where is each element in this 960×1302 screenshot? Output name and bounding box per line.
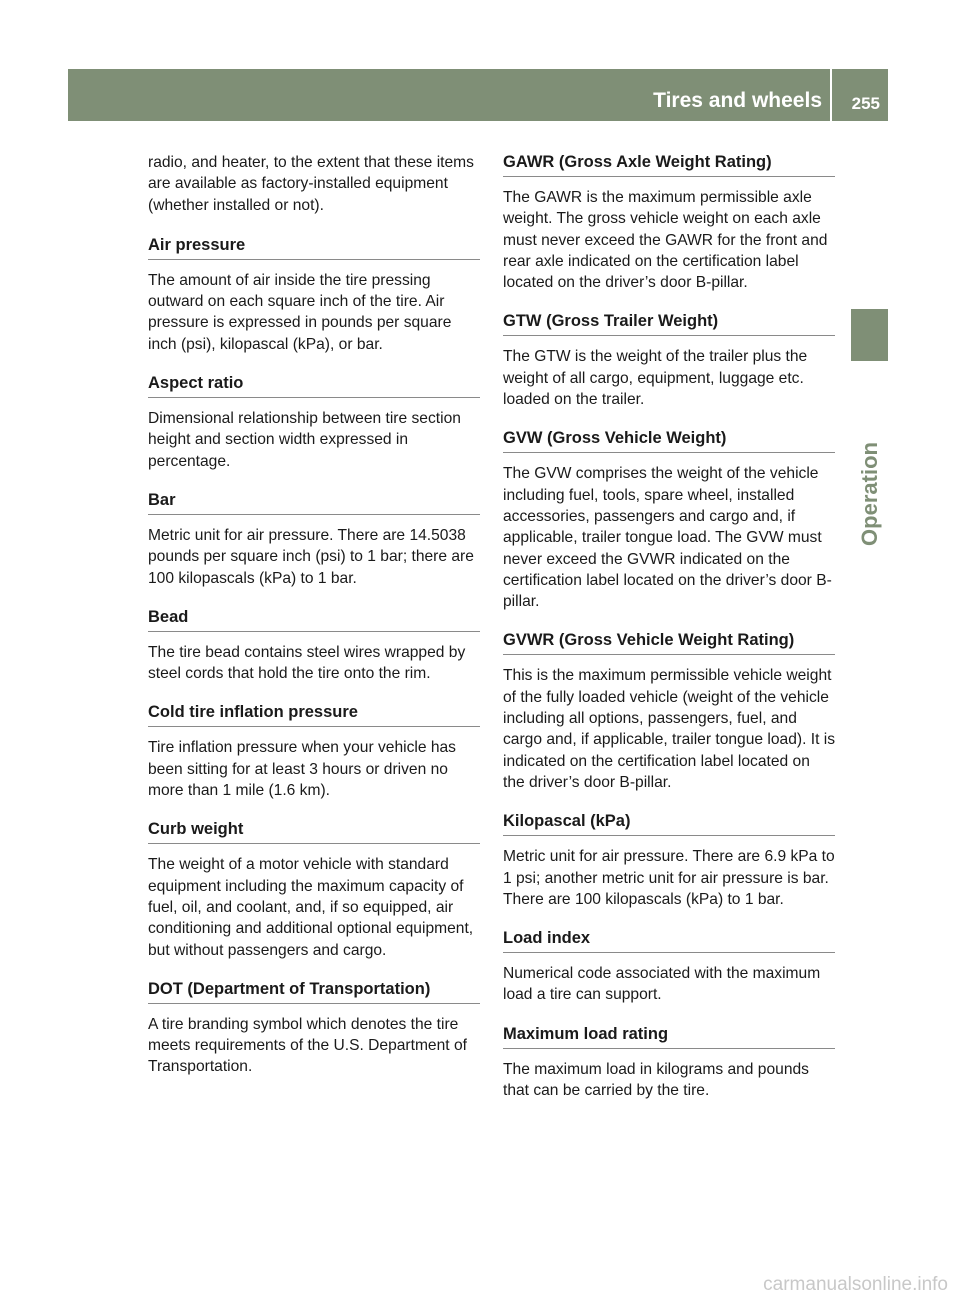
term-load-index xyxy=(503,928,835,1006)
term-maximum-load-rating xyxy=(503,1024,835,1102)
intro-paragraph: radio, and heater, to the extent that these items are available as factory-installed equipment (whether installed or not). xyxy=(148,154,474,214)
term-title: GTW (Gross Trailer Weight) xyxy=(503,311,835,336)
term-gtw xyxy=(503,311,835,410)
term-title: Curb weight xyxy=(148,819,480,844)
term-definition: Metric unit for air pressure. There are 6.9 kPa to 1 psi; another metric unit for air pressure is bar. There are 100 kilopascals (kPa) to 1 bar. xyxy=(503,848,835,908)
term-title: DOT (Department of Transportation) xyxy=(148,979,480,1004)
term-bar xyxy=(148,490,480,589)
term-definition: The maximum load in kilograms and pounds that can be carried by the tire. xyxy=(503,1060,809,1100)
term-title: GVW (Gross Vehicle Weight) xyxy=(503,428,835,453)
side-tab-label: Operation xyxy=(857,442,882,546)
term-gvwr xyxy=(503,630,835,793)
term-definition: The GAWR is the maximum permissible axle weight. The gross vehicle weight on each axle must never exceed the GAWR for the front and rear axle indicated on the certification label located on the driver’s door B-pillar. xyxy=(503,189,828,292)
term-title: Bar xyxy=(148,490,480,515)
term-definition: A tire branding symbol which denotes the tire meets requirements of the U.S. Department of Transportation. xyxy=(148,1015,467,1076)
term-definition: The GTW is the weight of the trailer plus the weight of all cargo, equipment, luggage etc. loaded on the trailer. xyxy=(503,348,808,409)
term-bead xyxy=(148,607,480,685)
term-title: Maximum load rating xyxy=(503,1024,835,1049)
page-header xyxy=(68,69,888,121)
term-dot xyxy=(148,979,480,1078)
side-tab-marker xyxy=(851,309,888,361)
term-definition: Dimensional relationship between tire section height and section width expressed in percentage. xyxy=(148,410,461,470)
section-title: Tires and wheels xyxy=(653,89,822,112)
watermark: carmanualsonline.info xyxy=(763,1274,948,1295)
term-definition: Numerical code associated with the maximum load a tire can support. xyxy=(503,965,821,1004)
page-number: 255 xyxy=(851,94,880,113)
term-title: Aspect ratio xyxy=(148,373,480,398)
term-definition: The tire bead contains steel wires wrapped by steel cords that hold the tire onto the rim. xyxy=(148,643,466,683)
term-title: Cold tire inflation pressure xyxy=(148,702,480,727)
term-kilopascal xyxy=(503,811,835,910)
term-definition: Metric unit for air pressure. There are 14.5038 pounds per square inch (psi) to 1 bar; there are 100 kilopascals (kPa) to 1 bar. xyxy=(148,526,474,587)
term-definition: This is the maximum permissible vehicle weight of the fully loaded vehicle (weight of the vehicle including all options, passengers, fuel, and cargo and, if applicable, trailer tongue load). It is indicated on the certification label located on the driver’s door B-pillar. xyxy=(503,667,835,791)
term-title: GAWR (Gross Axle Weight Rating) xyxy=(503,152,835,177)
term-title: Kilopascal (kPa) xyxy=(503,811,835,836)
right-column xyxy=(503,152,835,1119)
term-definition: The GVW comprises the weight of the vehicle including fuel, tools, spare wheel, installed accessories, passengers and cargo and, if applicable, trailer tongue load. The GVW must never exceed the GVWR indicated on the certification label located on the driver’s door B-pillar. xyxy=(503,465,832,611)
term-gawr xyxy=(503,152,835,293)
term-air-pressure xyxy=(148,235,480,355)
header-divider xyxy=(830,69,832,121)
term-cold-tire-inflation-pressure xyxy=(148,702,480,801)
term-title: Load index xyxy=(503,928,835,953)
term-title: GVWR (Gross Vehicle Weight Rating) xyxy=(503,630,835,655)
term-definition: The weight of a motor vehicle with standard equipment including the maximum capacity of fuel, oil, and coolant, and, if so equipped, air conditioning and additional optional equipment, but without passengers and cargo. xyxy=(148,856,474,959)
left-column xyxy=(148,152,480,1096)
term-title: Air pressure xyxy=(148,235,480,260)
term-definition: The amount of air inside the tire pressing outward on each square inch of the tire. Air pressure is expressed in pounds per square inch (psi), kilopascal (kPa), or bar. xyxy=(148,271,452,353)
term-curb-weight xyxy=(148,819,480,960)
term-gvw xyxy=(503,428,835,612)
term-title: Bead xyxy=(148,607,480,632)
term-definition: Tire inflation pressure when your vehicle has been sitting for at least 3 hours or driven no more than 1 mile (1.6 km). xyxy=(148,739,456,800)
term-aspect-ratio xyxy=(148,373,480,472)
